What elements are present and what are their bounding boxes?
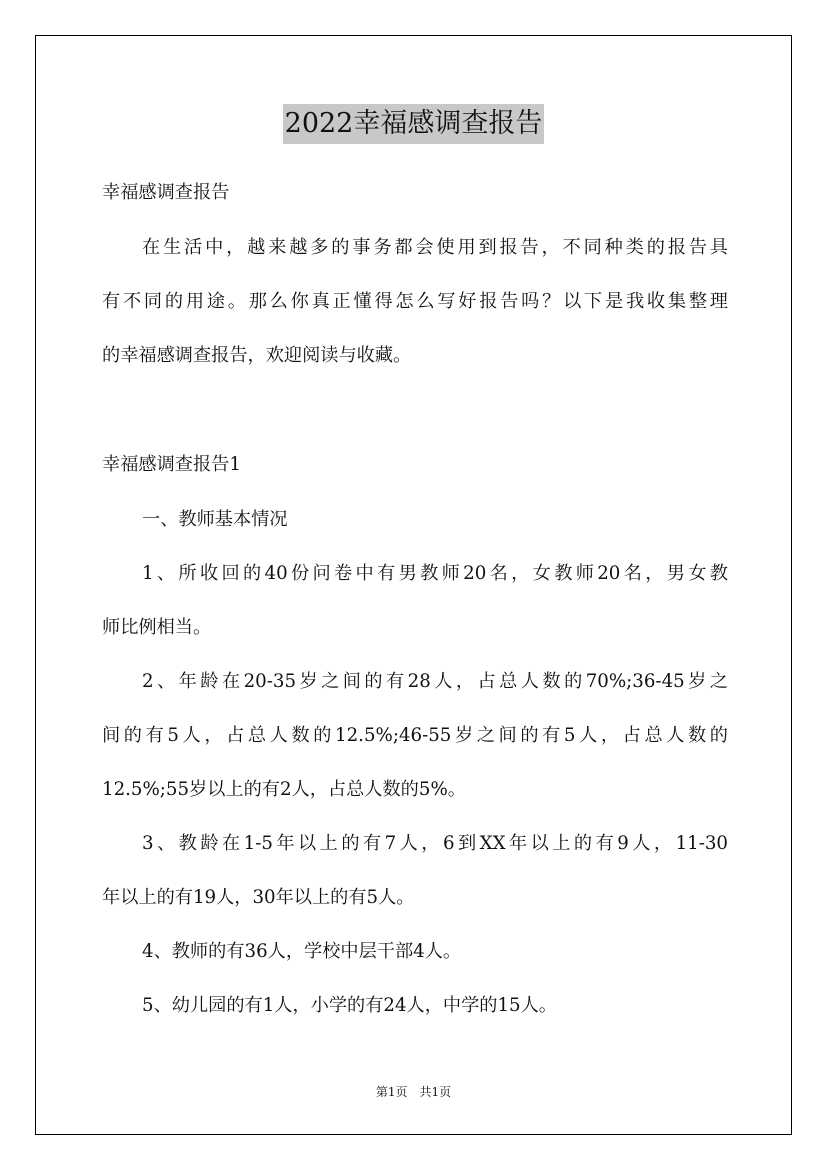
item-5-line: 5、幼儿园的有1人，小学的有24人，中学的15人。 bbox=[142, 995, 557, 1016]
item-1-line-2: 师比例相当。 bbox=[102, 617, 212, 638]
item-4-line: 4、教师的有36人，学校中层干部4人。 bbox=[142, 941, 462, 962]
item-2-line-3: 12.5%;55岁以上的有2人，占总人数的5%。 bbox=[102, 779, 466, 800]
intro-line-3: 的幸福感调查报告，欢迎阅读与收藏。 bbox=[102, 345, 412, 366]
item-2-line-2: 间的有5人，占总人数的12.5%;46-55岁之间的有5人，占总人数的 bbox=[102, 725, 728, 746]
document-subtitle: 幸福感调查报告 bbox=[102, 182, 230, 203]
item-3-line-2: 年以上的有19人，30年以上的有5人。 bbox=[102, 887, 415, 908]
item-1-line-1: 1、所收回的40份问卷中有男教师20名，女教师20名，男女教 bbox=[142, 563, 728, 584]
document-title-text: 2022幸福感调查报告 bbox=[283, 104, 545, 144]
item-3-line-1: 3、教龄在1-5年以上的有7人，6到XX年以上的有9人，11-30 bbox=[142, 833, 728, 854]
item-2-line-1: 2、年龄在20-35岁之间的有28人，占总人数的70%;36-45岁之 bbox=[142, 671, 728, 692]
section-heading: 幸福感调查报告1 bbox=[102, 454, 241, 475]
intro-line-2: 有不同的用途。那么你真正懂得怎么写好报告吗？以下是我收集整理 bbox=[102, 291, 728, 312]
page-footer: 第1页 共1页 bbox=[375, 1085, 452, 1099]
part-heading: 一、教师基本情况 bbox=[142, 509, 288, 530]
intro-line-1: 在生活中，越来越多的事务都会使用到报告，不同种类的报告具 bbox=[142, 237, 728, 258]
document-title bbox=[0, 102, 827, 144]
